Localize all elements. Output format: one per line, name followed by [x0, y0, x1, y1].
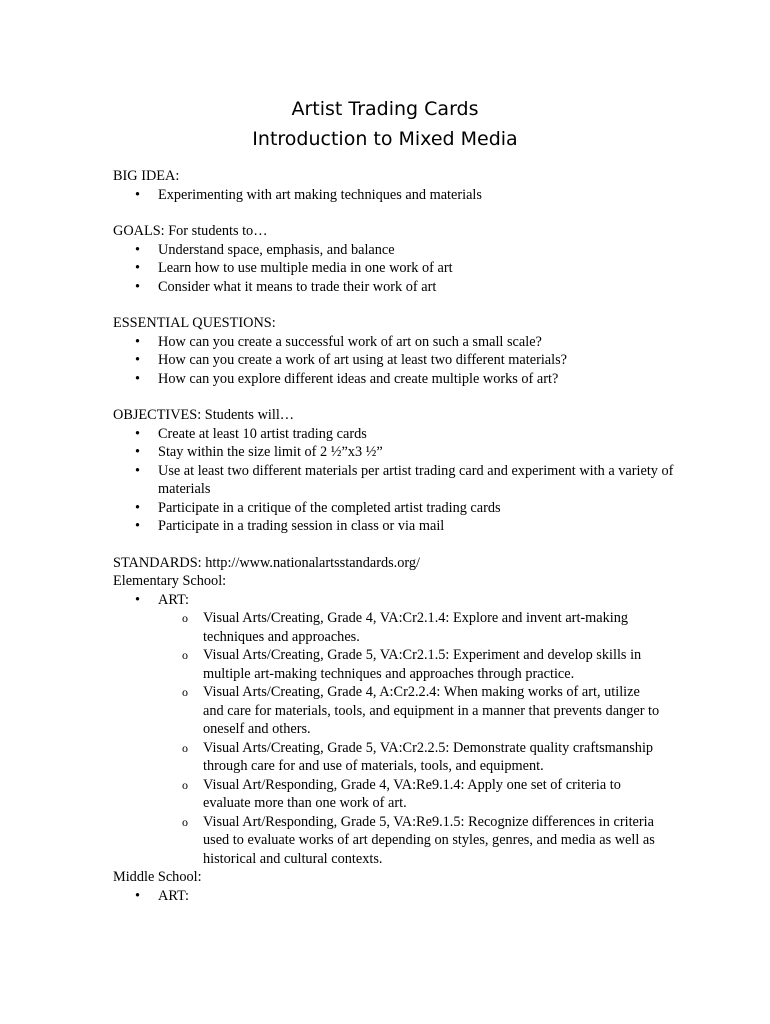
essential-questions-heading: ESSENTIAL QUESTIONS: [113, 315, 276, 331]
document-body [113, 167, 713, 905]
list-item: • How can you explore different ideas and create multiple works of art? [113, 370, 713, 389]
elementary-standards-list [113, 609, 713, 868]
objectives-list [113, 425, 713, 536]
list-item [113, 591, 713, 610]
goals-section [113, 222, 713, 296]
standard-item: o Visual Arts/Creating, Grade 4, VA:Cr2.1.4: Explore and invent art-making techniques and approaches. [113, 609, 713, 646]
list-item: • How can you create a work of art using at least two different materials? [113, 351, 713, 370]
middle-list [113, 887, 713, 906]
standard-item: o Visual Arts/Creating, Grade 4, A:Cr2.2.4: When making works of art, utilize and care for materials, tools, and equipment in a manner that prevents danger to oneself and others. [113, 683, 713, 739]
list-item: • Create at least 10 artist trading cards [113, 425, 713, 444]
elementary-list [113, 591, 713, 610]
essential-questions-list [113, 333, 713, 389]
list-item: • Consider what it means to trade their work of art [113, 278, 713, 297]
big-idea-heading: BIG IDEA: [113, 168, 180, 184]
standard-item: o Visual Arts/Creating, Grade 5, VA:Cr2.2.5: Demonstrate quality craftsmanship through care for and use of materials, tools, and equipment. [113, 739, 713, 776]
big-idea-list [113, 186, 713, 205]
standard-item: o Visual Art/Responding, Grade 5, VA:Re9.1.5: Recognize differences in criteria used to evaluate works of art depending on styles, genres, and media as well as historical and cultural contexts. [113, 813, 713, 869]
list-item: • Participate in a trading session in class or via mail [113, 517, 713, 536]
objectives-section [113, 406, 713, 536]
list-item: • Understand space, emphasis, and balance [113, 241, 713, 260]
standards-heading: STANDARDS: http://www.nationalartsstandards.org/ [113, 554, 421, 571]
document-title: Artist Trading Cards [291, 98, 479, 120]
middle-art-label: ART: [158, 887, 189, 904]
elementary-art-label: ART: [158, 591, 189, 608]
list-item: • Participate in a critique of the completed artist trading cards [113, 499, 713, 518]
list-item: • Experimenting with art making techniques and materials [113, 186, 713, 205]
standards-section [113, 554, 713, 906]
list-item: • Stay within the size limit of 2 ½”x3 ½” [113, 443, 713, 462]
list-item: • Use at least two different materials per artist trading card and experiment with a variety of materials [113, 462, 713, 499]
middle-school-label: Middle School: [113, 869, 202, 885]
goals-list [113, 241, 713, 297]
goals-heading: GOALS: For students to… [113, 223, 268, 239]
standard-item: o Visual Art/Responding, Grade 4, VA:Re9.1.4: Apply one set of criteria to evaluate more than one work of art. [113, 776, 713, 813]
objectives-heading: OBJECTIVES: Students will… [113, 407, 295, 423]
big-idea-section [113, 167, 713, 204]
list-item: • How can you create a successful work of art on such a small scale? [113, 333, 713, 352]
essential-questions-section [113, 314, 713, 388]
list-item [113, 887, 713, 906]
elementary-school-label: Elementary School: [113, 573, 227, 589]
document-subtitle: Introduction to Mixed Media [252, 128, 518, 150]
list-item: • Learn how to use multiple media in one work of art [113, 259, 713, 278]
standard-item: o Visual Arts/Creating, Grade 5, VA:Cr2.1.5: Experiment and develop skills in multiple art-making techniques and approaches through practice. [113, 646, 713, 683]
